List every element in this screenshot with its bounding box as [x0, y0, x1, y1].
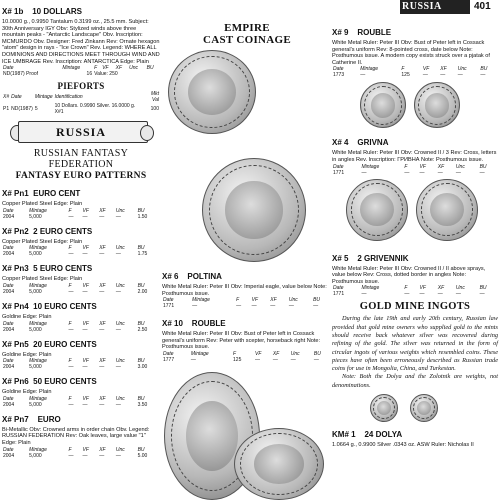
- entry-number: X# Pn1: [2, 189, 29, 199]
- entry-number: X# Pn4: [2, 301, 29, 311]
- value-table: Date Mintage F VF XF Unc BU 2004 5,000 — — — — 2.00: [3, 282, 148, 295]
- note-paragraph: Note: Both the Dolya and the Zolotnik are weights, not denominations.: [332, 373, 498, 389]
- country-banner: [8, 119, 154, 145]
- entry-title: ROUBLE: [191, 319, 226, 329]
- entry-title: 10 DOLLARS: [32, 7, 83, 16]
- entry-title: 24 DOLYA: [364, 430, 403, 440]
- entry-number: X# 9: [332, 28, 349, 37]
- column-left: [2, 0, 160, 459]
- entry-description: Bi-Metallic Obv: Crowned arms in order chain Obv. Legend: RUSSIAN FEDERATION Rev: Oak leaves, large value "1" Edge: Plain: [2, 426, 150, 446]
- catalog-entry: [2, 371, 160, 408]
- entry-metal: Goldine: [2, 389, 22, 396]
- subsection-heading: FANTASY EURO PATTERNS: [15, 171, 147, 182]
- entry-number: X# 1b: [2, 7, 24, 16]
- value-table: Date Mintage F VF XF Unc BU 1771 — — — — — —: [333, 163, 487, 176]
- value-table: Date Mintage F VF XF Unc BU 2004 5,000 — — — — 1.75: [3, 245, 148, 258]
- entry-title: EURO: [37, 414, 61, 424]
- ingot-image-obverse: [370, 394, 398, 422]
- entry-number: X# Pn5: [2, 339, 29, 349]
- entry-title: POLTINA: [187, 272, 222, 281]
- euro-pattern-list: [2, 183, 160, 408]
- entry-title: 20 EURO CENTS: [33, 339, 97, 349]
- section-heading: EMPIRE: [224, 22, 270, 34]
- entry-description: White Metal Ruler: Peter III Obv: Crowned II / 3 Rev: Cross, letters in angles Rev. Inscription: ГРИВНА Note: Posthumous issue.: [332, 150, 497, 163]
- entry-title: ROUBLE: [357, 28, 392, 37]
- entry-metal: Goldine: [2, 313, 22, 320]
- ingot-image-reverse: [410, 394, 438, 422]
- entry-number: X# 4: [332, 138, 349, 148]
- entry-number: X# Pn7: [2, 414, 29, 424]
- catalog-entry: [2, 334, 160, 371]
- entry-title: 10 EURO CENTS: [33, 301, 97, 311]
- intro-paragraph: During the late 19th and early 20th century, Russian law provided that gold mine owners who supplied gold to the mints should receive back whatever silver was recovered during refining of the gold. The silver was returned in the form of circular ingots of various weights which resembled coins. These pieces have often been erroneously described as Russian trade coins for use in Mongolia, China, and Turkestan.: [332, 315, 498, 373]
- coin-image-reverse: [414, 82, 460, 128]
- entry-title: 50 EURO CENTS: [33, 377, 97, 387]
- entry-description: 1.0664 g., 0.9900 Silver .0343 oz. ASW Ruler: Nicholas II: [332, 442, 474, 449]
- entry-number: X# Pn2: [2, 226, 29, 236]
- entry-title: EURO CENT: [33, 189, 81, 199]
- value-table: Date Mintage F VF XF Unc BU 2004 5,000 — — — — 1.50: [3, 207, 148, 220]
- entry-edge: Edge: Plain: [22, 313, 52, 320]
- value-table: Date Mintage F VF XF Unc BU 1773 — 125 — — — —: [333, 66, 488, 79]
- entry-edge: Edge: Plain: [53, 238, 83, 245]
- entry-metal: Copper Plated Steel: [2, 201, 53, 208]
- coin-image-obverse: [168, 50, 256, 134]
- entry-edge: Edge: Plain: [22, 351, 52, 358]
- section-heading: GOLD MINE INGOTS: [359, 301, 471, 313]
- entry-description: White Metal Ruler: Peter III Obv: Imperial eagle, value below Note: Posthumous issue.: [162, 284, 327, 297]
- value-table: Date Mintage F VF XF Unc BU 2004 5,000 — — — — 2.50: [3, 320, 148, 333]
- entry-title: 5 EURO CENTS: [33, 264, 93, 274]
- coin-image-reverse: [416, 179, 478, 241]
- entry-metal: Goldine: [2, 351, 22, 358]
- catalog-entry: [2, 258, 160, 295]
- pieforts-table: X# Date Mintage Identification Mkt Val P1 ND(1987) 5 10 Dollars. 0.9990 Silver. 16.0000 g. X#1 100: [3, 91, 159, 116]
- header-bar: [400, 0, 470, 14]
- entry-edge: Edge: Plain: [22, 389, 52, 396]
- coin-image-reverse: [202, 158, 306, 262]
- entry-title: 2 EURO CENTS: [33, 226, 93, 236]
- value-table: Date Mintage F VF XF Unc BU 2004 5,000 — — — — 3.00: [3, 358, 148, 371]
- entry-number: X# 10: [162, 319, 183, 329]
- entry-description: White Metal Ruler: Peter III Obv: Bust of Peter left in Cossack general's uniform Rev: Peter with scepter, horseback right Note: Posthumous issue.: [162, 331, 321, 351]
- entry-description: 10.0000 g., 0.9950 Tantalum 0.3199 oz., 25.5 mm. Subject: 30th Anniversary IGY Obv: Stylized winds above three mountain peaks - "Antarctic Landscape" Obv. Inscription: MCMURDO Obv. Designer: Fred Zinkann Rev: Ornate hexagon "atom" design in rays - "Ice Crown" Rev. Legend: WHERE ALL DOMINIONS AND DIRECTIONS MEET THROUGH WIND AND ICE UMBRAGE Rev. Inscription: ANTARCTICA Edge: Plain: [2, 19, 160, 65]
- banner-label: RUSSIA: [55, 125, 106, 140]
- entry-edge: Edge: Plain: [53, 201, 83, 208]
- catalog-entry: [2, 296, 160, 333]
- entry-title: 2 GRIVENNIK: [357, 253, 409, 263]
- column-middle: [162, 0, 332, 363]
- entry-number: X# Pn6: [2, 377, 29, 387]
- entry-metal: Copper Plated Steel: [2, 276, 53, 283]
- entry-number: X# 5: [332, 253, 349, 263]
- value-table: Date Mintage F VF XF Unc BU ND(1987) Proof 16 Value: 250: [3, 65, 154, 78]
- entry-metal: Copper Plated Steel: [2, 238, 53, 245]
- value-table: Date Mintage F VF XF Unc BU 1777 — 125 — — — —: [163, 350, 321, 363]
- entry-number: KM# 1: [332, 430, 356, 440]
- catalog-entry: [2, 183, 160, 220]
- coin-image-obverse: [346, 179, 408, 241]
- catalog-entry: [2, 221, 160, 258]
- column-right: [332, 22, 498, 449]
- entry-title: GRIVNA: [357, 138, 389, 148]
- coin-image-obverse: [360, 82, 406, 128]
- entry-number: X# Pn3: [2, 264, 29, 274]
- page-number: 401: [474, 1, 491, 12]
- header-country: RUSSIA: [402, 1, 442, 12]
- coin-image-reverse: [234, 428, 324, 500]
- section-heading: CAST COINAGE: [202, 34, 292, 46]
- value-table: Date Mintage F VF XF Unc BU 2004 5,000 — — — — 5.00: [3, 446, 148, 459]
- entry-number: X# 6: [162, 272, 179, 281]
- entry-description: White Metal Ruler: Peter III Obv: Bust of Peter left in Cossack general's uniform Rev: 8-pointed cross, date below Note: Posthumous issue. A modern copy exists struck over a pjatak of Catherine II.: [332, 40, 490, 66]
- value-table: Date Mintage F VF XF Unc BU 1771 — — — — — —: [333, 285, 487, 298]
- section-heading: RUSSIAN FANTASY: [33, 148, 129, 160]
- value-table: Date Mintage F VF XF Unc BU 1771 — — — — — —: [163, 297, 321, 310]
- entry-description: White Metal Ruler: Peter III Obv: Crowned II / II above sprays, value below Rev: Cross, dotted border in angles Note: Posthumous issue.: [332, 265, 486, 285]
- entry-edge: Edge: Plain: [53, 276, 83, 283]
- pieforts-heading: PIEFORTS: [57, 81, 105, 92]
- section-heading: FEDERATION: [48, 159, 114, 171]
- value-table: Date Mintage F VF XF Unc BU 2004 5,000 — — — — 3.50: [3, 395, 148, 408]
